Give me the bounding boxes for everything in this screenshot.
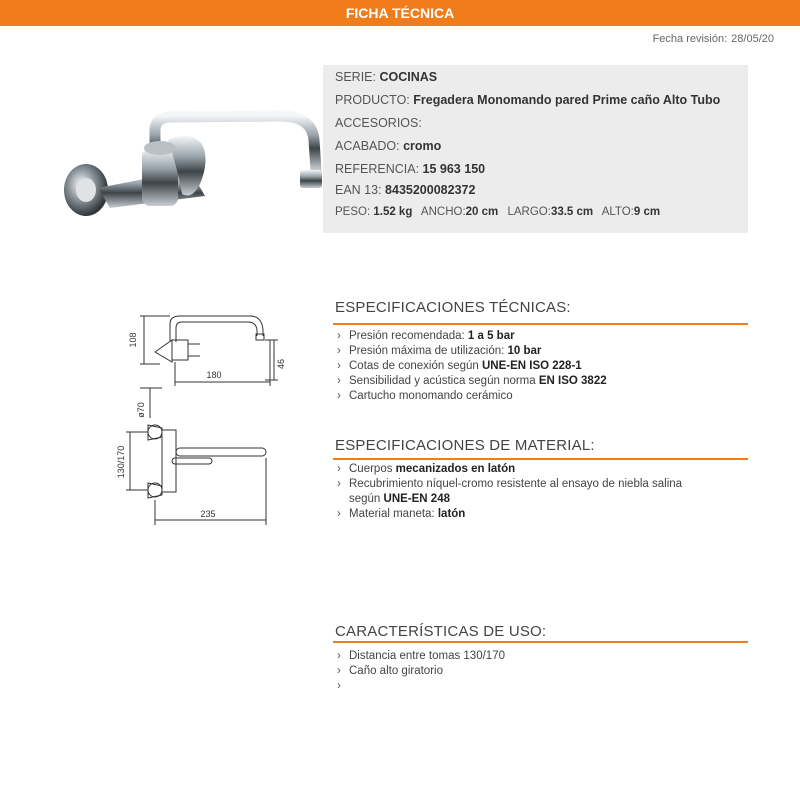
revision-label: Fecha revisión: <box>652 33 728 45</box>
info-accesorios <box>335 116 422 130</box>
list-item-text: Presión recomendada: <box>349 330 468 342</box>
ancho-label: ANCHO: <box>420 206 466 218</box>
alto-label: ALTO: <box>601 206 634 218</box>
ean-value: 8435200082372 <box>385 183 476 197</box>
list-item-text: Presión máxima de utilización: <box>349 345 508 357</box>
list-item-bold: latón <box>437 508 466 520</box>
list-item-text: Cartucho monomando cerámico <box>349 390 513 402</box>
list-tecnicas <box>337 329 607 404</box>
dim-length-label: 235 <box>200 509 216 519</box>
peso-value: 1.52 kg <box>373 206 413 218</box>
bullet-icon: › <box>337 650 341 662</box>
bullet-icon: › <box>337 463 341 475</box>
list-item <box>337 664 505 679</box>
list-item-text: Distancia entre tomas 130/170 <box>349 650 505 662</box>
list-item-bold: mecanizados en latón <box>395 463 516 475</box>
bullet-icon: › <box>337 330 341 342</box>
list-item <box>337 359 607 374</box>
bullet-icon: › <box>337 345 341 357</box>
list-item-bold: UNE-EN 248 <box>383 493 450 505</box>
producto-value: Fregadera Monomando pared Prime caño Alto Tubo <box>413 93 721 107</box>
list-item-text: Caño alto giratorio <box>349 665 443 677</box>
list-item-text: Cotas de conexión según <box>349 360 482 372</box>
list-item-text: Recubrimiento níquel-cromo resistente al ensayo de niebla salina <box>349 478 683 490</box>
largo-label: LARGO: <box>507 206 551 218</box>
product-info-box <box>323 65 748 233</box>
header-banner <box>0 0 800 26</box>
list-item-text: Sensibilidad y acústica según norma <box>349 375 539 387</box>
ancho-value: 20 cm <box>465 206 499 218</box>
info-ean <box>335 183 475 197</box>
list-item <box>337 507 682 522</box>
bullet-icon: › <box>337 680 341 692</box>
list-item <box>337 329 607 344</box>
list-item <box>337 649 505 664</box>
list-item-text: según <box>349 493 384 505</box>
serie-value: COCINAS <box>379 70 438 84</box>
producto-label: PRODUCTO: <box>335 93 410 107</box>
acabado-value: cromo <box>403 139 442 153</box>
dim-distance-label: 130/170 <box>116 445 126 479</box>
info-acabado <box>335 139 441 153</box>
section-divider <box>333 641 748 643</box>
list-item <box>337 462 682 477</box>
info-producto <box>335 93 720 107</box>
section-title-material: ESPECIFICACIONES DE MATERIAL: <box>335 437 595 454</box>
dim-diameter-label: ø70 <box>136 402 146 418</box>
bullet-icon: › <box>337 478 341 490</box>
bullet-icon: › <box>337 375 341 387</box>
dim-side-label: 46 <box>276 358 286 370</box>
list-uso <box>337 649 505 692</box>
info-dimensions <box>335 206 660 218</box>
list-item-text: Material maneta: <box>349 508 438 520</box>
ean-label: EAN 13: <box>335 183 382 197</box>
list-material <box>337 462 682 522</box>
section-title-tecnicas: ESPECIFICACIONES TÉCNICAS: <box>335 299 571 316</box>
section-divider <box>333 323 748 325</box>
referencia-label: REFERENCIA: <box>335 162 420 176</box>
list-item-bold: 1 a 5 bar <box>467 330 515 342</box>
revision-value: 28/05/20 <box>731 33 774 45</box>
list-item <box>337 374 607 389</box>
header-title: FICHA TÉCNICA <box>345 5 455 21</box>
list-item-bold: UNE-EN ISO 228-1 <box>481 360 582 372</box>
serie-label: SERIE: <box>335 70 376 84</box>
product-photo <box>50 100 330 230</box>
list-item <box>337 389 607 404</box>
largo-value: 33.5 cm <box>550 206 594 218</box>
info-serie <box>335 70 437 84</box>
revision-date <box>649 33 774 45</box>
list-item-text: Cuerpos <box>349 463 396 475</box>
bullet-icon: › <box>337 508 341 520</box>
bullet-icon: › <box>337 665 341 677</box>
peso-label: PESO: <box>335 206 371 218</box>
section-title-uso: CARACTERÍSTICAS DE USO: <box>335 623 547 640</box>
referencia-value: 15 963 150 <box>422 162 486 176</box>
alto-value: 9 cm <box>633 206 661 218</box>
info-referencia <box>335 162 485 176</box>
technical-drawing <box>110 300 310 530</box>
list-item <box>337 492 682 507</box>
bullet-icon: › <box>337 360 341 372</box>
accesorios-label: ACCESORIOS: <box>335 116 422 130</box>
list-item <box>337 477 682 492</box>
dim-height-label: 108 <box>128 332 138 348</box>
list-item-bold: 10 bar <box>507 345 542 357</box>
acabado-label: ACABADO: <box>335 139 400 153</box>
dim-width-label: 180 <box>206 370 222 380</box>
section-divider <box>333 458 748 460</box>
bullet-icon: › <box>337 390 341 402</box>
list-item <box>337 344 607 359</box>
list-item-bold: EN ISO 3822 <box>538 375 607 387</box>
